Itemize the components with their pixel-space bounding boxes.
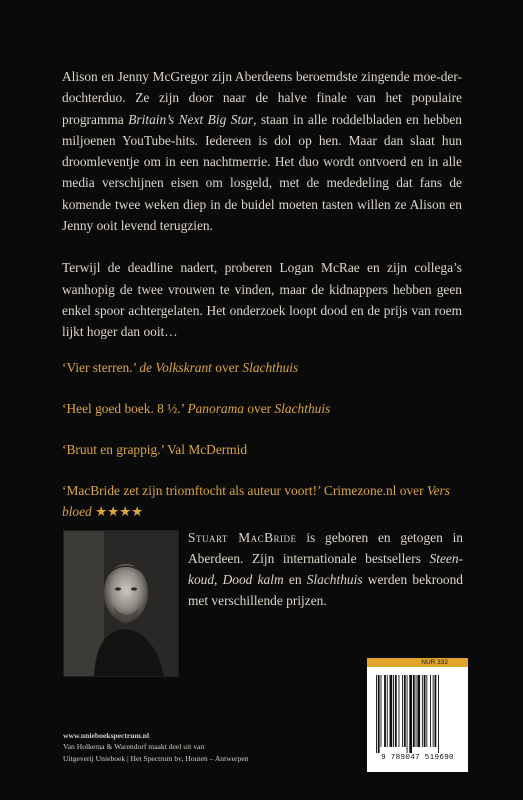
- barcode-bar: [377, 675, 379, 753]
- bio-book-title: Dood kalm: [222, 572, 284, 587]
- review-quote: [62, 357, 467, 378]
- quote-over: over: [243, 401, 275, 416]
- blurb-show-title: Britain’s Next Big Star: [128, 111, 254, 127]
- bio-separator: en: [283, 572, 307, 587]
- author-bio: [188, 527, 463, 611]
- quote-book-title: Slachthuis: [242, 360, 299, 375]
- blurb-paragraph-2: Terwijl de deadline nadert, proberen Logan McRae en zijn collega’s wanhopig de twee vrouwen te vinden, maar de kidnappers hebben geen enkel spoor achtergelaten. Het onderzoek loopt dood en de prijs van roem lijkt hoger dan ooit…: [62, 260, 462, 340]
- barcode-bar: [421, 675, 422, 747]
- quote-book-title: Vers bloed: [62, 483, 450, 519]
- barcode-bar: [380, 675, 381, 747]
- blurb-text-a: Alison en Jenny McGregor zijn Aberdeens beroemdste zingende moe-der-dochterduo. Ze zijn door naar de halve finale van het populaire programma: [62, 69, 462, 127]
- bio-text-b: werden bekroond met verschillende prijzen.: [188, 572, 463, 608]
- barcode-bar: [426, 675, 427, 747]
- barcode-bar: [386, 675, 387, 747]
- publisher-line: Van Holkema & Warendorf maakt deel uit van: [63, 742, 205, 752]
- barcode-bar: [389, 675, 392, 747]
- quote-book-title: Slachthuis: [274, 401, 331, 416]
- barcode-icon: [374, 675, 462, 755]
- barcode-bar: [398, 675, 399, 747]
- quote-text: ‘Bruut en grappig.’ Val McDermid: [62, 442, 248, 457]
- barcode-bar: [412, 675, 414, 747]
- blurb-text-b: , staan in alle roddelbladen en hebben miljoenen YouTube-hits. Iedereen is dol op hen. Maar dan slaat hun droomleventje om in een nachtmerrie. Het duo wordt ontvoerd en in alle media verschijnen eisen om losgeld, met de mededeling dat fans de komende twee weken diep in de buidel moeten tasten willen ze Alison en Jenny ooit levend terugzien.: [62, 111, 462, 234]
- publisher-footer: [63, 730, 363, 764]
- publisher-line: Uitgeverij Unieboek | Het Spectrum bv, Houten – Antwerpen: [63, 753, 249, 763]
- author-photo-illustration: [64, 531, 178, 676]
- blurb-paragraph-1: [62, 66, 462, 236]
- blurb: [62, 66, 462, 364]
- quote-source: Panorama: [187, 401, 244, 416]
- barcode-bar: [394, 675, 396, 747]
- bio-book-title: Steen-koud: [188, 551, 463, 587]
- barcode-bar: [423, 675, 425, 747]
- quote-over: over: [211, 360, 243, 375]
- review-quotes: [62, 357, 467, 542]
- author-photo: [63, 530, 179, 677]
- barcode-bar: [438, 675, 439, 753]
- barcode-bar: [417, 675, 420, 747]
- author-name: Stuart MacBride: [188, 530, 297, 545]
- bio-separator: ,: [214, 572, 223, 587]
- barcode-bar: [406, 675, 407, 753]
- review-quote: [62, 480, 467, 522]
- barcode-bar: [402, 675, 403, 747]
- quote-rating-stars: ★★★★: [91, 504, 144, 519]
- barcode-bar: [434, 675, 436, 747]
- barcode-bar: [409, 675, 412, 753]
- bio-book-title: Slachthuis: [306, 572, 363, 587]
- quote-text: ‘MacBride zet zijn triomftocht als auteur voort!’ Crimezone.nl over: [62, 483, 427, 498]
- quote-source: de Volkskrant: [139, 360, 212, 375]
- nur-code: NUR 332: [367, 658, 468, 667]
- isbn-number: 9 789047 519690: [381, 754, 454, 762]
- barcode-bar: [384, 675, 386, 747]
- barcode-bar: [376, 675, 377, 753]
- review-quote: [62, 439, 467, 460]
- publisher-url[interactable]: www.unieboekspectrum.nl: [63, 731, 150, 740]
- bio-text-a: is geboren en getogen in Aberdeen. Zijn internationale bestsellers: [188, 530, 464, 566]
- barcode-bar: [403, 675, 405, 747]
- barcode-bar: [430, 675, 431, 747]
- barcode-label: [367, 658, 468, 772]
- barcode-bar: [415, 675, 416, 747]
- quote-text: ‘Heel goed boek. 8 ½.’: [62, 401, 188, 416]
- barcode-bar: [393, 675, 394, 747]
- quote-text: ‘Vier sterren.’: [62, 360, 140, 375]
- barcode-bar: [432, 675, 433, 747]
- review-quote: [62, 398, 467, 419]
